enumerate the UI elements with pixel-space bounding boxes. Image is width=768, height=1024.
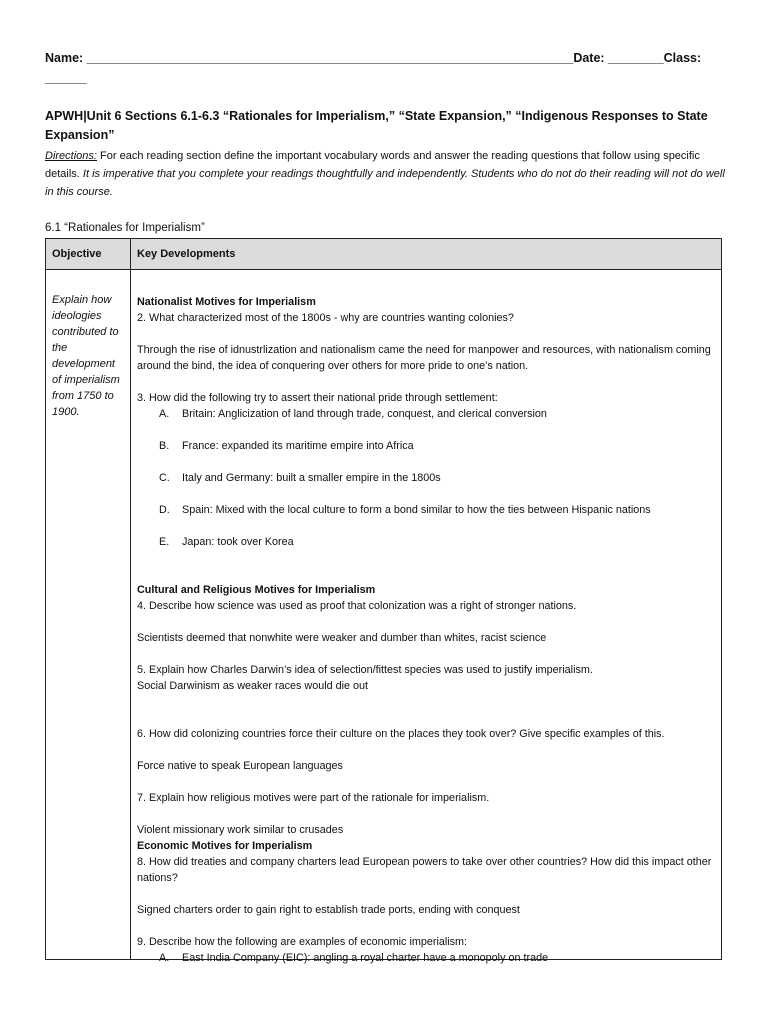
question-2: 2. What characterized most of the 1800s - why are countries wanting colonies? (137, 312, 514, 324)
page-title: APWH|Unit 6 Sections 6.1-6.3 “Rationales for Imperialism,” “State Expansion,” “Indigenous Responses to State Expansion” (45, 109, 708, 142)
answer-8: Signed charters order to gain right to establish trade ports, ending with conquest (137, 904, 520, 916)
section-heading: 6.1 “Rationales for Imperialism” (45, 222, 205, 234)
cultural-heading: Cultural and Religious Motives for Imperialism (137, 584, 376, 596)
question-4: 4. Describe how science was used as proof that colonization was a right of stronger nations. (137, 600, 577, 612)
answer-5: Social Darwinism as weaker races would die out (137, 680, 369, 692)
list-item-text: France: expanded its maritime empire into Africa (182, 440, 414, 452)
list-item: C. Italy and Germany: built a smaller empire in the 1800s (159, 472, 441, 484)
question-5: 5. Explain how Charles Darwin’s idea of selection/fittest species was used to justify imperialism. (137, 664, 593, 676)
list-item: A. East India Company (EIC): angling a royal charter have a monopoly on trade (159, 952, 549, 964)
directions-label: Directions: (45, 150, 97, 162)
question-7: 7. Explain how religious motives were part of the rationale for imperialism. (137, 792, 490, 804)
objective-cell: Explain how ideologies contributed to the development of imperialism from 1750 to 1900. (52, 294, 120, 418)
list-item-text: Spain: Mixed with the local culture to form a bond similar to how the ties between Hispanic nations (182, 504, 651, 516)
answer-2: Through the rise of idnustrlization and nationalism came the need for manpower and resources, with nationalism coming around the bind, the idea of conquering over others for more pride to one’s nation. (137, 344, 711, 372)
answer-6: Force native to speak European languages (137, 760, 343, 772)
economic-heading: Economic Motives for Imperialism (137, 840, 313, 852)
directions-italic-note: It is imperative that you complete your readings thoughtfully and independently. Students who do not do their reading will not do well in this course. (45, 168, 725, 198)
list-item-text: Britain: Anglicization of land through trade, conquest, and clerical conversion (182, 408, 547, 420)
table-header-row (46, 239, 721, 270)
question-9: 9. Describe how the following are examples of economic imperialism: (137, 936, 468, 948)
answer-7: Violent missionary work similar to crusades (137, 824, 344, 836)
list-item: A. Britain: Anglicization of land through trade, conquest, and clerical conversion (159, 408, 547, 420)
answer-4: Scientists deemed that nonwhite were weaker and dumber than whites, racist science (137, 632, 547, 644)
list-item: D. Spain: Mixed with the local culture to form a bond similar to how the ties between Hispanic nations (159, 504, 651, 516)
directions-text: For each reading section define the important vocabulary words and answer the reading questions that follow using specific details. (45, 150, 700, 180)
class-blank-line: ______ (45, 71, 87, 85)
student-info-header (45, 48, 725, 88)
objective-column-header: Objective (52, 248, 102, 260)
list-item-text: Italy and Germany: built a smaller empire in the 1800s (182, 472, 441, 484)
column-divider (130, 239, 131, 959)
list-item: E. Japan: took over Korea (159, 536, 294, 548)
key-developments-table (45, 238, 722, 964)
nationalist-heading: Nationalist Motives for Imperialism (137, 296, 316, 308)
directions (45, 147, 735, 201)
list-item-text: Japan: took over Korea (182, 536, 294, 548)
question-8: 8. How did treaties and company charters lead European powers to take over other countries? How did this impact other nations? (137, 856, 712, 884)
key-developments-cell (137, 294, 717, 966)
key-developments-column-header: Key Developments (137, 248, 236, 260)
question-3: 3. How did the following try to assert their national pride through settlement: (137, 392, 498, 404)
question-6: 6. How did colonizing countries force their culture on the places they took over? Give specific examples of this. (137, 728, 665, 740)
list-item-text: East India Company (EIC): angling a royal charter have a monopoly on trade (182, 952, 549, 964)
list-item: B. France: expanded its maritime empire into Africa (159, 440, 414, 452)
name-date-class-line: Name: ______________________________________________________________________Date: ________Class: (45, 51, 702, 65)
